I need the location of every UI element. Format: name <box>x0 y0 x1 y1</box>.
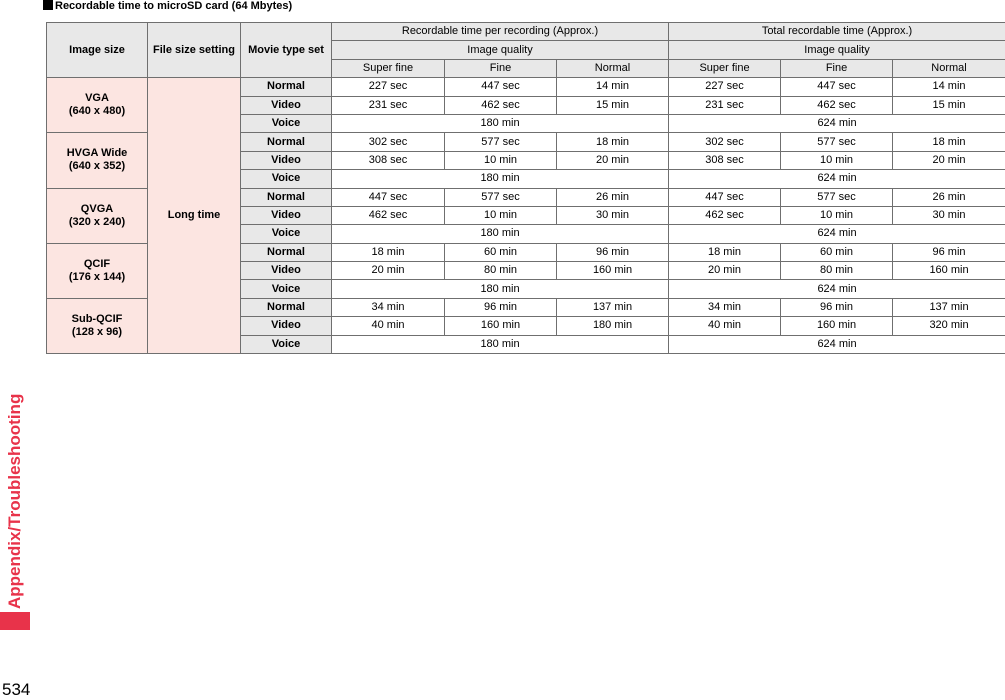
value-cell: 20 min <box>669 262 781 280</box>
movie-type-cell: Normal <box>241 243 332 261</box>
value-cell: 96 min <box>445 298 557 316</box>
value-cell: 302 sec <box>332 133 445 151</box>
value-cell: 10 min <box>445 151 557 169</box>
value-cell: 60 min <box>781 243 893 261</box>
side-tab-bar <box>0 612 30 630</box>
image-size-name: VGA <box>47 92 147 105</box>
value-cell: 18 min <box>557 133 669 151</box>
value-cell: 40 min <box>332 317 445 335</box>
movie-type-cell: Normal <box>241 188 332 206</box>
square-bullet-icon <box>43 0 53 10</box>
value-cell: 10 min <box>445 206 557 224</box>
value-cell: 308 sec <box>669 151 781 169</box>
value-cell: 577 sec <box>445 188 557 206</box>
value-cell: 231 sec <box>669 96 781 114</box>
header-quality: Super fine <box>669 59 781 77</box>
side-tab <box>0 354 30 630</box>
file-size-cell: Long time <box>148 78 241 354</box>
value-cell: 320 min <box>893 317 1005 335</box>
table-row <box>47 78 1005 96</box>
value-cell: 180 min <box>332 225 669 243</box>
value-cell: 34 min <box>332 298 445 316</box>
value-cell: 462 sec <box>332 206 445 224</box>
movie-type-cell: Voice <box>241 170 332 188</box>
value-cell: 160 min <box>445 317 557 335</box>
value-cell: 20 min <box>332 262 445 280</box>
value-cell: 10 min <box>781 206 893 224</box>
image-size-name: QVGA <box>47 203 147 216</box>
header-quality: Super fine <box>332 59 445 77</box>
header-total: Total recordable time (Approx.) <box>669 23 1005 41</box>
value-cell: 18 min <box>332 243 445 261</box>
page-number: 534 <box>2 680 30 700</box>
value-cell: 20 min <box>893 151 1005 169</box>
table-body <box>47 78 1005 354</box>
image-size-resolution: (128 x 96) <box>47 326 147 339</box>
value-cell: 137 min <box>557 298 669 316</box>
header-quality: Normal <box>557 59 669 77</box>
value-cell: 308 sec <box>332 151 445 169</box>
value-cell: 624 min <box>669 280 1005 298</box>
value-cell: 60 min <box>445 243 557 261</box>
value-cell: 20 min <box>557 151 669 169</box>
value-cell: 447 sec <box>781 78 893 96</box>
value-cell: 15 min <box>557 96 669 114</box>
value-cell: 462 sec <box>781 96 893 114</box>
value-cell: 26 min <box>557 188 669 206</box>
value-cell: 624 min <box>669 225 1005 243</box>
header-movie-type-set: Movie type set <box>241 23 332 78</box>
value-cell: 577 sec <box>781 133 893 151</box>
movie-type-cell: Normal <box>241 133 332 151</box>
image-size-cell <box>47 78 148 133</box>
value-cell: 160 min <box>781 317 893 335</box>
image-size-resolution: (176 x 144) <box>47 271 147 284</box>
header-image-quality: Image quality <box>332 41 669 59</box>
value-cell: 447 sec <box>332 188 445 206</box>
value-cell: 96 min <box>893 243 1005 261</box>
recordable-time-table <box>46 22 1005 354</box>
image-size-name: HVGA Wide <box>47 147 147 160</box>
header-image-quality: Image quality <box>669 41 1005 59</box>
value-cell: 447 sec <box>669 188 781 206</box>
value-cell: 160 min <box>557 262 669 280</box>
movie-type-cell: Video <box>241 151 332 169</box>
value-cell: 447 sec <box>445 78 557 96</box>
value-cell: 302 sec <box>669 133 781 151</box>
image-size-cell <box>47 188 148 243</box>
section-heading-text: Recordable time to microSD card (64 Mbytes) <box>55 0 292 12</box>
value-cell: 96 min <box>781 298 893 316</box>
value-cell: 34 min <box>669 298 781 316</box>
value-cell: 462 sec <box>669 206 781 224</box>
value-cell: 80 min <box>781 262 893 280</box>
value-cell: 14 min <box>557 78 669 96</box>
image-size-resolution: (320 x 240) <box>47 216 147 229</box>
movie-type-cell: Normal <box>241 298 332 316</box>
movie-type-cell: Video <box>241 206 332 224</box>
value-cell: 137 min <box>893 298 1005 316</box>
image-size-cell <box>47 243 148 298</box>
value-cell: 577 sec <box>781 188 893 206</box>
movie-type-cell: Voice <box>241 114 332 132</box>
value-cell: 180 min <box>332 114 669 132</box>
header-quality: Fine <box>781 59 893 77</box>
value-cell: 624 min <box>669 335 1005 353</box>
section-heading <box>43 0 292 13</box>
value-cell: 18 min <box>893 133 1005 151</box>
image-size-resolution: (640 x 352) <box>47 160 147 173</box>
value-cell: 624 min <box>669 114 1005 132</box>
value-cell: 40 min <box>669 317 781 335</box>
image-size-cell <box>47 133 148 188</box>
value-cell: 15 min <box>893 96 1005 114</box>
value-cell: 227 sec <box>669 78 781 96</box>
movie-type-cell: Normal <box>241 78 332 96</box>
movie-type-cell: Video <box>241 317 332 335</box>
value-cell: 180 min <box>332 170 669 188</box>
value-cell: 180 min <box>332 335 669 353</box>
value-cell: 624 min <box>669 170 1005 188</box>
header-image-size: Image size <box>47 23 148 78</box>
value-cell: 577 sec <box>445 133 557 151</box>
image-size-cell <box>47 298 148 353</box>
value-cell: 160 min <box>893 262 1005 280</box>
value-cell: 227 sec <box>332 78 445 96</box>
value-cell: 18 min <box>669 243 781 261</box>
movie-type-cell: Voice <box>241 225 332 243</box>
movie-type-cell: Voice <box>241 280 332 298</box>
movie-type-cell: Voice <box>241 335 332 353</box>
value-cell: 180 min <box>557 317 669 335</box>
header-quality: Normal <box>893 59 1005 77</box>
value-cell: 30 min <box>893 206 1005 224</box>
value-cell: 26 min <box>893 188 1005 206</box>
image-size-name: Sub-QCIF <box>47 313 147 326</box>
header-file-size-setting: File size setting <box>148 23 241 78</box>
value-cell: 80 min <box>445 262 557 280</box>
value-cell: 14 min <box>893 78 1005 96</box>
value-cell: 462 sec <box>445 96 557 114</box>
value-cell: 180 min <box>332 280 669 298</box>
header-per-recording: Recordable time per recording (Approx.) <box>332 23 669 41</box>
value-cell: 10 min <box>781 151 893 169</box>
movie-type-cell: Video <box>241 96 332 114</box>
header-quality: Fine <box>445 59 557 77</box>
side-tab-label: Appendix/Troubleshooting <box>5 394 25 609</box>
value-cell: 231 sec <box>332 96 445 114</box>
movie-type-cell: Video <box>241 262 332 280</box>
image-size-resolution: (640 x 480) <box>47 105 147 118</box>
image-size-name: QCIF <box>47 258 147 271</box>
value-cell: 96 min <box>557 243 669 261</box>
value-cell: 30 min <box>557 206 669 224</box>
